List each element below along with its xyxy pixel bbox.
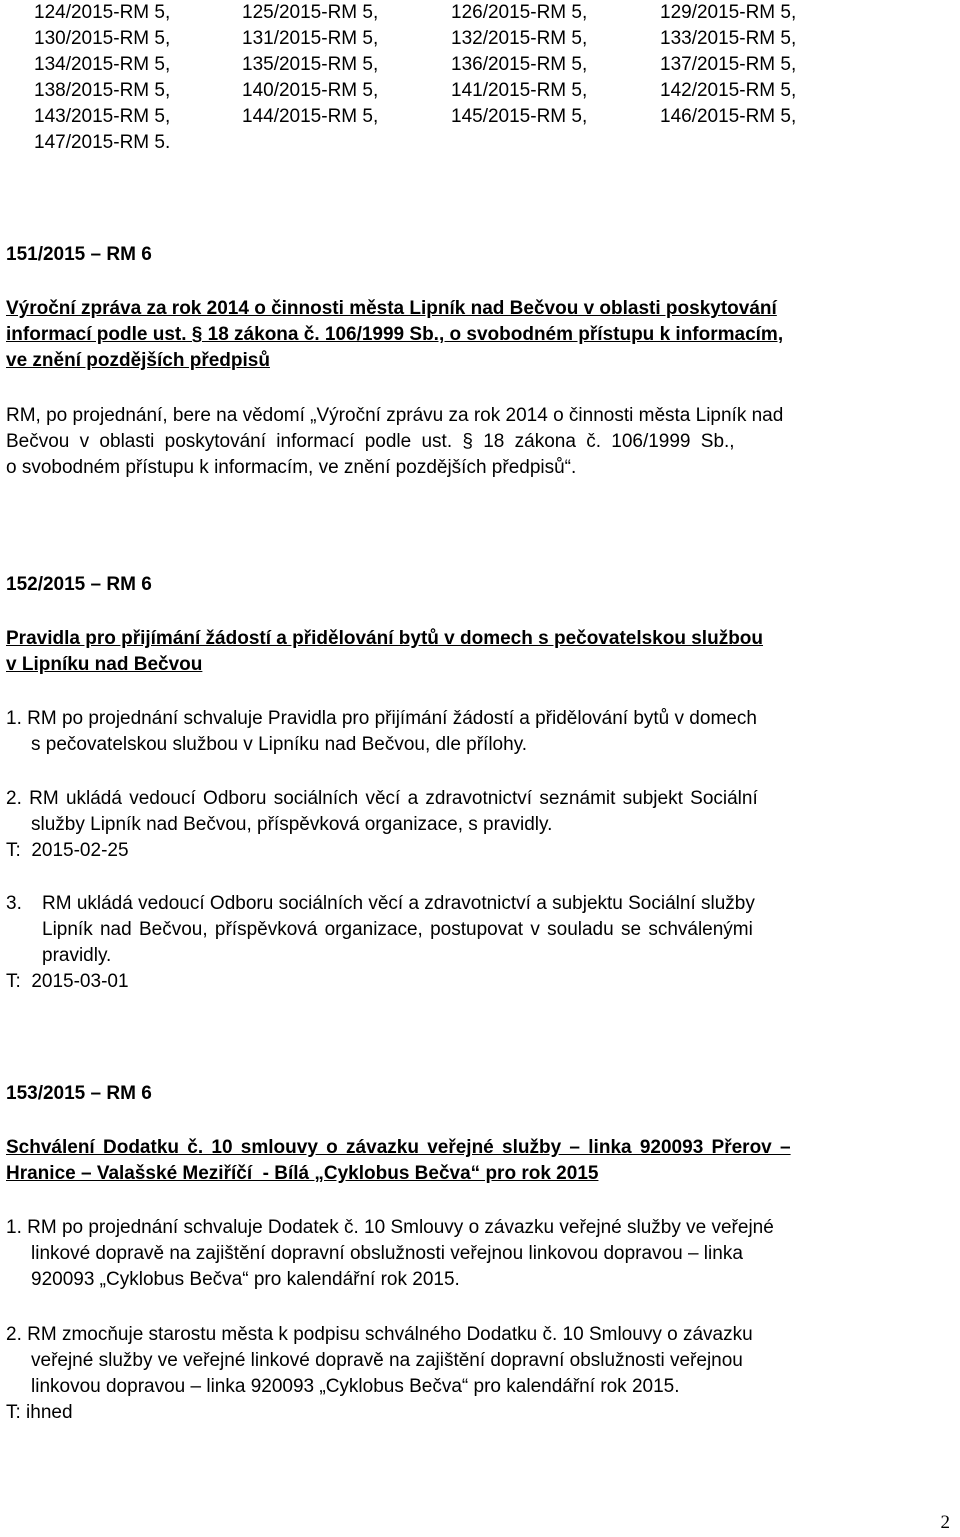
resolution-item-152-1 bbox=[6, 706, 956, 758]
resolution-number-152: 152/2015 – RM 6 bbox=[6, 574, 152, 595]
resolution-number-151: 151/2015 – RM 6 bbox=[6, 244, 152, 265]
body-line: RM, po projednání, bere na vědomí „Výroční zprávu za rok 2014 o činnosti města Lipník nad bbox=[6, 405, 784, 426]
reference-entry: 125/2015-RM 5, bbox=[242, 2, 379, 23]
item-line: RM ukládá vedoucí Odboru sociálních věcí a zdravotnictví a subjektu Sociální služby bbox=[42, 893, 755, 914]
reference-entry: 143/2015-RM 5, bbox=[34, 106, 171, 127]
item-line: služby Lipník nad Bečvou, příspěvková organizace, s pravidly. bbox=[31, 814, 553, 835]
resolution-item-153-2 bbox=[6, 1322, 956, 1426]
reference-entry: 129/2015-RM 5, bbox=[660, 2, 797, 23]
item-line: 1. RM po projednání schvaluje Dodatek č. 10 Smlouvy o závazku veřejné služby ve veřejné bbox=[6, 1217, 774, 1238]
title-line: Hranice – Valašské Meziříčí - Bílá „Cyklobus Bečva“ pro rok 2015 bbox=[6, 1163, 599, 1184]
item-line: 2. RM zmocňuje starostu města k podpisu schválného Dodatku č. 10 Smlouvy o závazku bbox=[6, 1324, 753, 1345]
item-line: veřejné služby ve veřejné linkové dopravě na zajištění dopravní obslužnosti veřejnou bbox=[31, 1350, 743, 1371]
reference-entry: 134/2015-RM 5, bbox=[34, 54, 171, 75]
term-line: T: 2015-03-01 bbox=[6, 971, 129, 992]
resolution-title-153 bbox=[6, 1135, 956, 1187]
reference-entry: 140/2015-RM 5, bbox=[242, 80, 379, 101]
item-line: linkové dopravě na zajištění dopravní obslužnosti veřejnou linkovou dopravou – linka bbox=[31, 1243, 743, 1264]
item-line: 920093 „Cyklobus Bečva“ pro kalendářní rok 2015. bbox=[31, 1269, 460, 1290]
term-line: T: ihned bbox=[6, 1402, 73, 1423]
item-number: 3. bbox=[6, 893, 22, 914]
resolution-title-152 bbox=[6, 626, 954, 678]
reference-entry: 142/2015-RM 5, bbox=[660, 80, 797, 101]
reference-entry: 144/2015-RM 5, bbox=[242, 106, 379, 127]
reference-entry: 141/2015-RM 5, bbox=[451, 80, 588, 101]
reference-entry: 146/2015-RM 5, bbox=[660, 106, 797, 127]
reference-entry: 126/2015-RM 5, bbox=[451, 2, 588, 23]
resolution-title-151 bbox=[6, 296, 954, 374]
reference-entry: 124/2015-RM 5, bbox=[34, 2, 171, 23]
item-line: 2. RM ukládá vedoucí Odboru sociálních věcí a zdravotnictví seznámit subjekt Sociální bbox=[6, 788, 758, 809]
reference-entry: 137/2015-RM 5, bbox=[660, 54, 797, 75]
title-line: Schválení Dodatku č. 10 smlouvy o závazku veřejné služby – linka 920093 Přerov – bbox=[6, 1137, 791, 1158]
item-line: Lipník nad Bečvou, příspěvková organizace, postupovat v souladu se schválenými bbox=[42, 919, 753, 940]
body-line: Bečvou v oblasti poskytování informací podle ust. § 18 zákona č. 106/1999 Sb., bbox=[6, 431, 735, 452]
item-line: linkovou dopravou – linka 920093 „Cyklobus Bečva“ pro kalendářní rok 2015. bbox=[31, 1376, 680, 1397]
reference-entry: 131/2015-RM 5, bbox=[242, 28, 379, 49]
reference-entry: 136/2015-RM 5, bbox=[451, 54, 588, 75]
page-number: 2 bbox=[940, 1512, 950, 1533]
item-line: 1. RM po projednání schvaluje Pravidla pro přijímání žádostí a přidělování bytů v domech bbox=[6, 708, 757, 729]
title-line: Pravidla pro přijímání žádostí a přidělování bytů v domech s pečovatelskou službou bbox=[6, 628, 764, 649]
title-line: informací podle ust. § 18 zákona č. 106/1999 Sb., o svobodném přístupu k informacím, bbox=[6, 324, 784, 345]
resolution-item-152-3 bbox=[6, 891, 956, 995]
reference-entry: 147/2015-RM 5. bbox=[34, 132, 171, 153]
reference-entry: 135/2015-RM 5, bbox=[242, 54, 379, 75]
reference-entry: 130/2015-RM 5, bbox=[34, 28, 171, 49]
resolution-item-152-2 bbox=[6, 786, 956, 864]
resolution-number-153: 153/2015 – RM 6 bbox=[6, 1083, 152, 1104]
resolution-item-153-1 bbox=[6, 1215, 956, 1293]
title-line: Výroční zpráva za rok 2014 o činnosti města Lipník nad Bečvou v oblasti poskytování bbox=[6, 298, 777, 319]
reference-entry: 138/2015-RM 5, bbox=[34, 80, 171, 101]
title-line: ve znění pozdějších předpisů bbox=[6, 350, 270, 371]
reference-entry: 145/2015-RM 5, bbox=[451, 106, 588, 127]
reference-entry: 132/2015-RM 5, bbox=[451, 28, 588, 49]
reference-entry: 133/2015-RM 5, bbox=[660, 28, 797, 49]
resolution-body-151 bbox=[6, 403, 954, 481]
item-line: s pečovatelskou službou v Lipníku nad Bečvou, dle přílohy. bbox=[31, 734, 528, 755]
item-line: pravidly. bbox=[42, 945, 112, 966]
term-line: T: 2015-02-25 bbox=[6, 840, 129, 861]
title-line: v Lipníku nad Bečvou bbox=[6, 654, 203, 675]
body-line: o svobodném přístupu k informacím, ve znění pozdějších předpisů“. bbox=[6, 457, 577, 478]
